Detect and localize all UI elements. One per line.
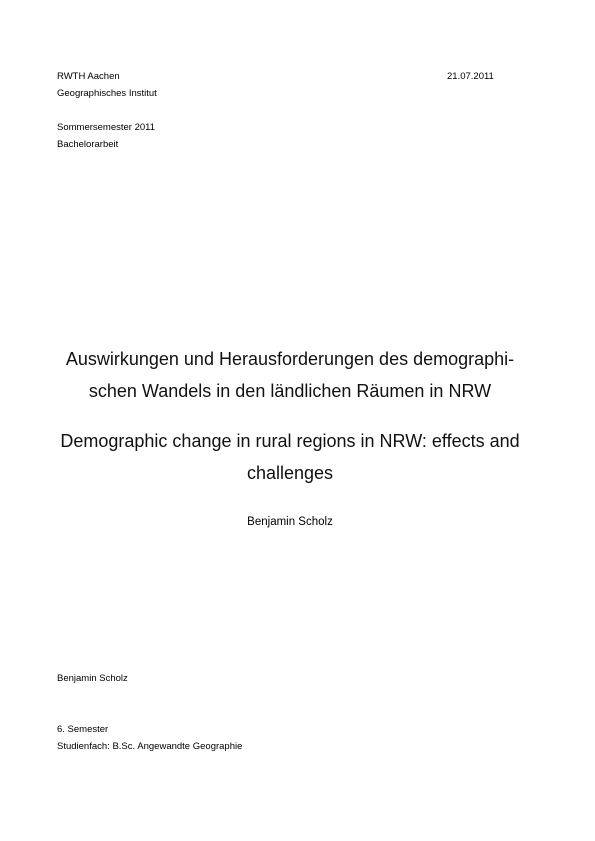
study-program: Studienfach: B.Sc. Angewandte Geographie: [57, 741, 243, 752]
german-title-line-2: schen Wandels in den ländlichen Räumen in NRW: [88, 381, 492, 401]
english-title: [40, 425, 540, 489]
study-semester: 6. Semester: [57, 724, 109, 735]
thesis-type: Bachelorarbeit: [57, 139, 119, 150]
semester-term: Sommersemester 2011: [57, 122, 156, 133]
english-title-line-1: Demographic change in rural regions in NRW: effects and: [60, 431, 520, 451]
institute-name: Geographisches Institut: [57, 88, 157, 99]
german-title: [40, 343, 540, 407]
university-name: RWTH Aachen: [57, 71, 120, 82]
submission-date: 21.07.2011: [447, 71, 494, 82]
author-name-footer: Benjamin Scholz: [57, 673, 128, 684]
german-title-line-1: Auswirkungen und Herausforderungen des demographi-: [65, 349, 515, 369]
english-title-line-2: challenges: [246, 463, 334, 483]
author-name-center: Benjamin Scholz: [247, 516, 333, 528]
